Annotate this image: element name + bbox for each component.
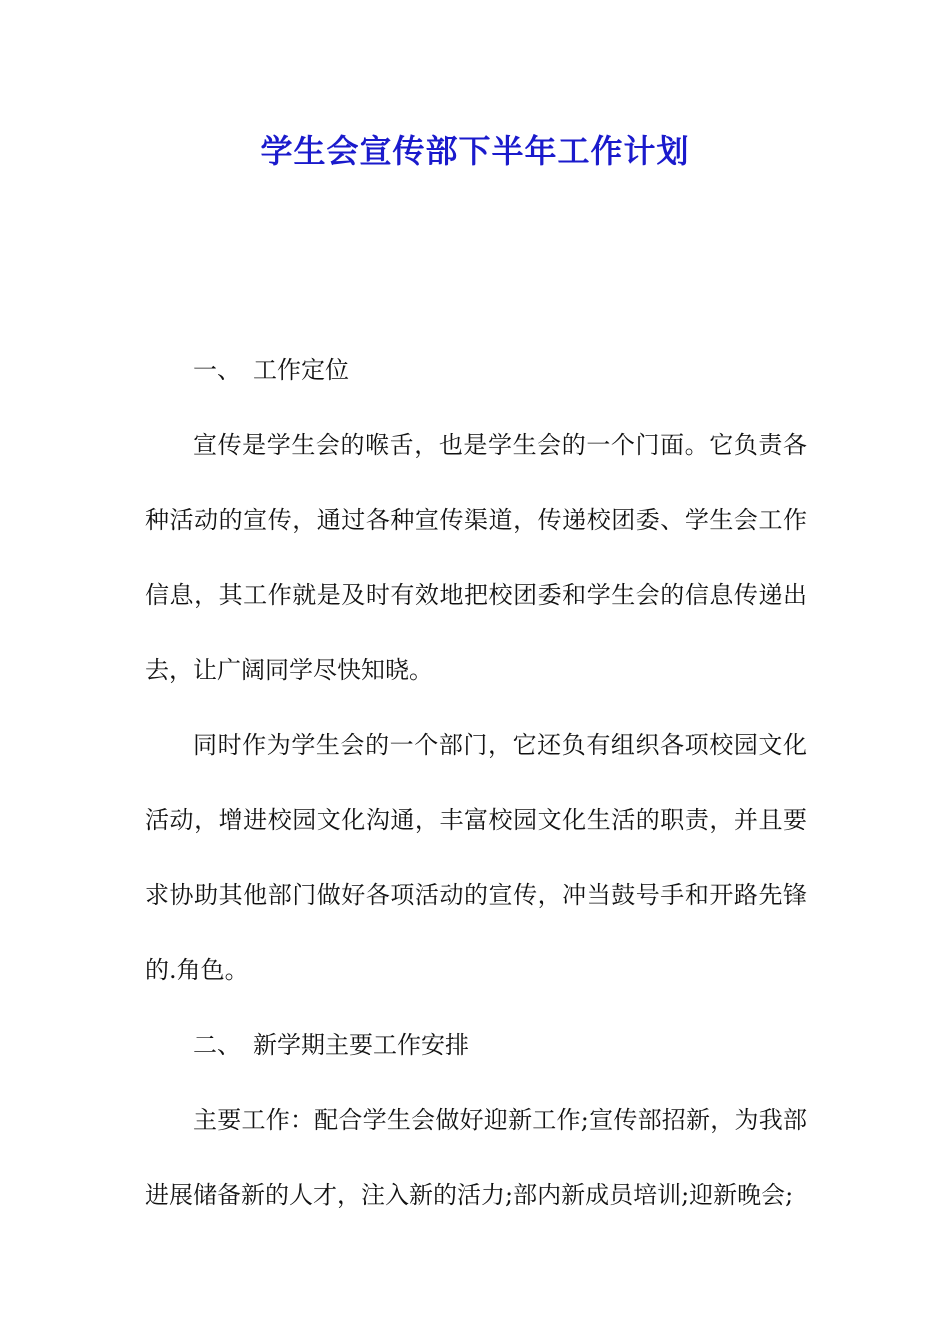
paragraph: 同时作为学生会的一个部门，它还负有组织各项校园文化活动，增进校园文化沟通，丰富校园文化生活的职责，并且要求协助其他部门做好各项活动的宣传，冲当鼓号手和开路先锋的.角色。	[145, 731, 807, 984]
paragraph: 主要工作：配合学生会做好迎新工作;宣传部招新，为我部进展储备新的人才，注入新的活力;部内新成员培训;迎新晚会;	[145, 1106, 807, 1209]
section-heading-text: 新学期主要工作安排	[253, 1031, 469, 1059]
section-heading	[145, 333, 807, 408]
document-title: 学生会宣传部下半年工作计划	[260, 132, 690, 170]
section-number: 二、	[193, 1031, 241, 1059]
document-body	[145, 333, 807, 1233]
section-heading	[145, 1008, 807, 1083]
section-number: 一、	[193, 356, 241, 384]
paragraph: 宣传是学生会的喉舌，也是学生会的一个门面。它负责各种活动的宣传，通过各种宣传渠道，传递校团委、学生会工作信息，其工作就是及时有效地把校团委和学生会的信息传递出去，让广阔同学尽快知晓。	[145, 431, 807, 684]
section-heading-text: 工作定位	[253, 356, 349, 384]
